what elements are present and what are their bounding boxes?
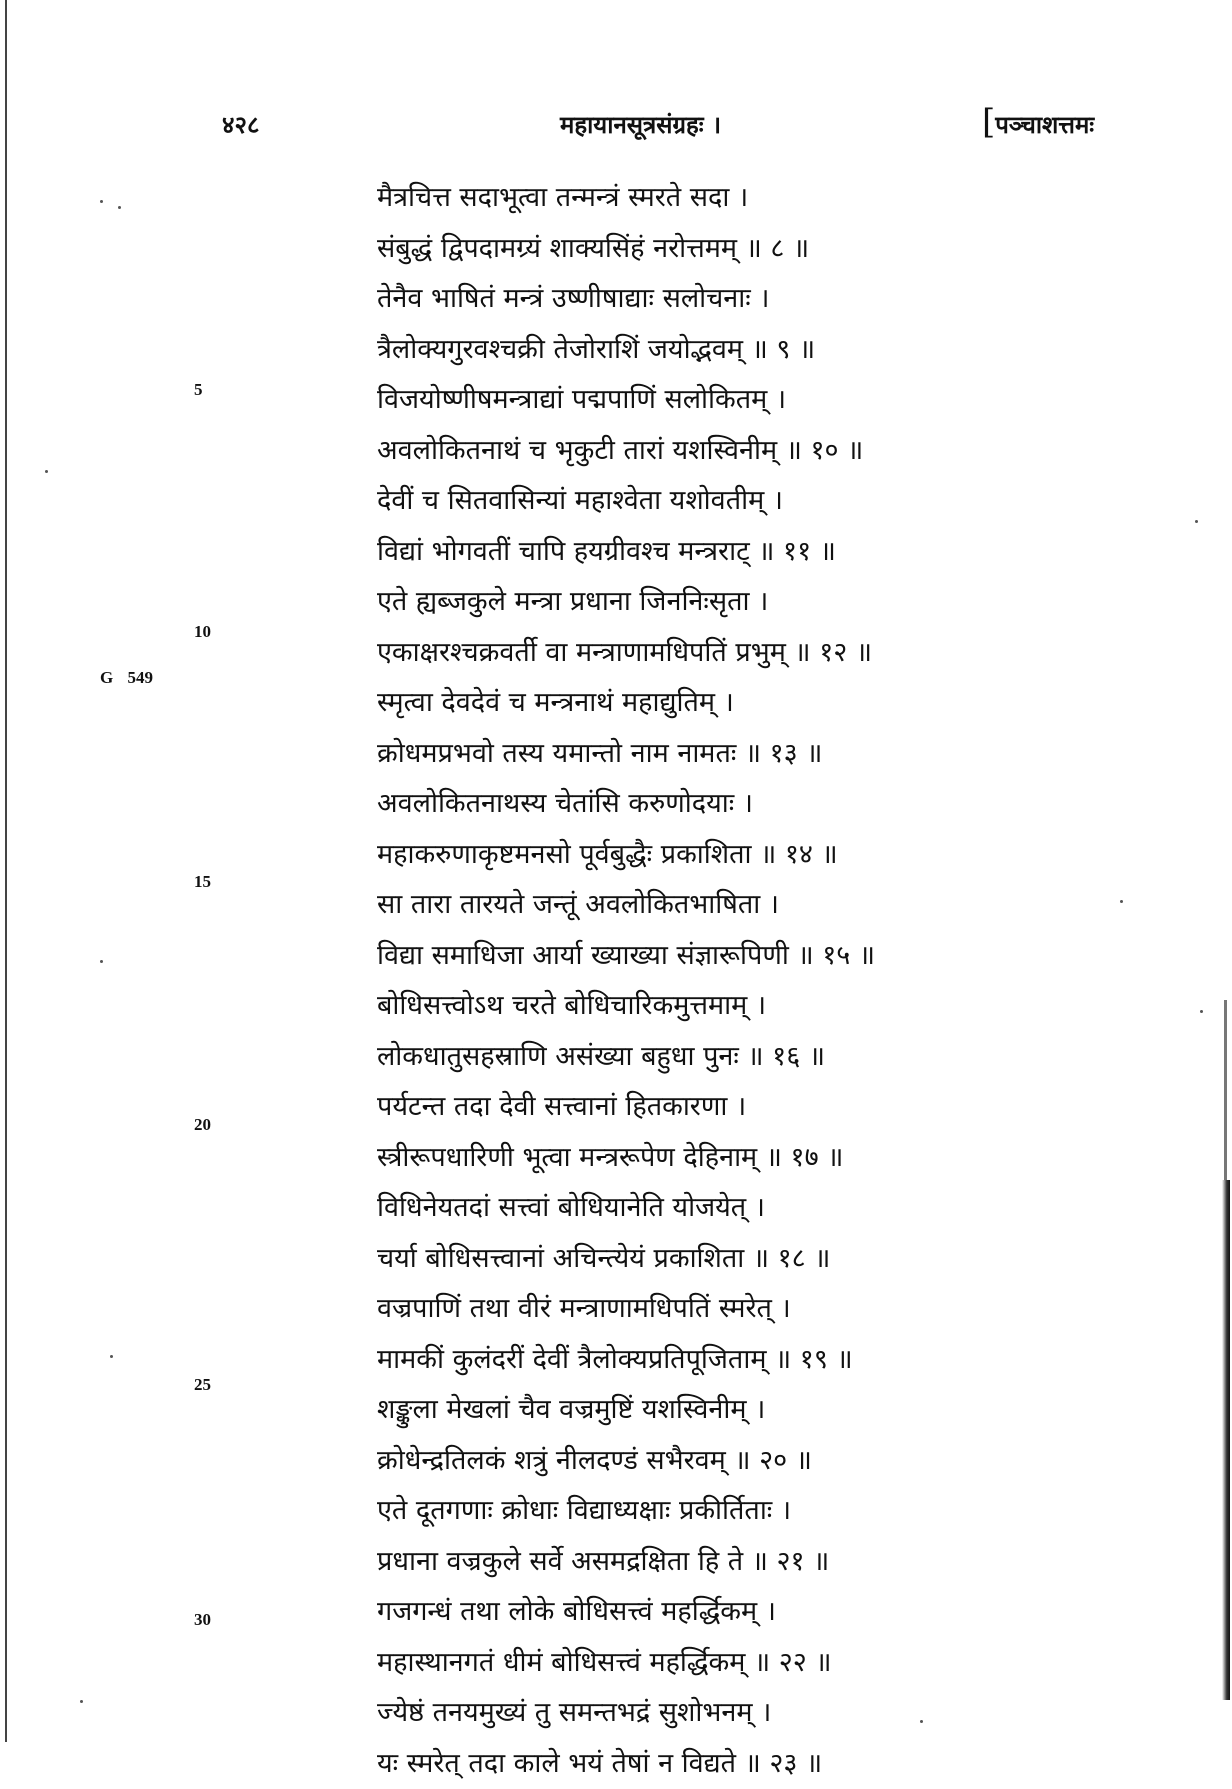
verse-line: संबुद्धं द्विपदामग्र्यं शाक्यसिंहं नरोत्तमम् ॥ ८ ॥ — [377, 224, 977, 275]
scan-speck — [100, 960, 103, 963]
scan-right-edge-upper — [1224, 1000, 1227, 1180]
scan-left-edge — [5, 0, 7, 1742]
scan-speck — [110, 1355, 113, 1358]
line-number: 30 — [194, 1610, 211, 1630]
verse-line: प्रधाना वज्रकुले सर्वे असमद्रक्षिता हि ते ॥ २१ ॥ — [377, 1537, 977, 1588]
scan-speck — [1195, 520, 1198, 523]
verse-line: यः स्मरेत् तदा काले भयं तेषां न विद्यते ॥ २३ ॥ — [377, 1739, 977, 1789]
verse-line: स्मृत्वा देवदेवं च मन्त्रनाथं महाद्युतिम् । — [377, 678, 977, 729]
line-number: 20 — [194, 1115, 211, 1135]
verse-line: अवलोकितनाथं च भृकुटी तारां यशस्विनीम् ॥ १० ॥ — [377, 426, 977, 477]
verse-line: अवलोकितनाथस्य चेतांसि करुणोदयाः । — [377, 779, 977, 830]
verse-line: एते ह्यब्जकुले मन्त्रा प्रधाना जिननिःसृता । — [377, 577, 977, 628]
scan-speck — [100, 200, 103, 203]
scan-speck — [118, 206, 121, 209]
verse-line: एकाक्षरश्चक्रवर्ती वा मन्त्राणामधिपतिं प्रभुम् ॥ १२ ॥ — [377, 628, 977, 679]
verse-line: बोधिसत्त्वोऽथ चरते बोधिचारिकमुत्तमाम् । — [377, 981, 977, 1032]
verse-line: चर्या बोधिसत्त्वानां अचिन्त्येयं प्रकाशिता ॥ १८ ॥ — [377, 1234, 977, 1285]
verse-line: पर्यटन्त तदा देवी सत्त्वानां हितकारणा । — [377, 1082, 977, 1133]
verse-line: स्त्रीरूपधारिणी भूत्वा मन्त्ररूपेण देहिनाम् ॥ १७ ॥ — [377, 1133, 977, 1184]
verse-line: त्रैलोक्यगुरवश्चक्री तेजोराशिं जयोद्भवम् ॥ ९ ॥ — [377, 325, 977, 376]
verse-line: सा तारा तारयते जन्तूं अवलोकितभाषिता । — [377, 880, 977, 931]
verse-block — [377, 173, 977, 1789]
verse-line: क्रोधेन्द्रतिलकं शत्रुं नीलदण्डं सभैरवम् ॥ २० ॥ — [377, 1436, 977, 1487]
running-title: महायानसूत्रसंग्रहः । — [560, 108, 721, 141]
verse-line: ज्येष्ठं तनयमुख्यं तु समन्तभद्रं सुशोभनम् । — [377, 1688, 977, 1739]
section-heading — [982, 102, 1094, 142]
verse-line: महास्थानगतं धीमं बोधिसत्त्वं महर्द्धिकम् ॥ २२ ॥ — [377, 1638, 977, 1689]
page-header — [0, 108, 1232, 148]
verse-line: वज्रपाणिं तथा वीरं मन्त्राणामधिपतिं स्मरेत् । — [377, 1284, 977, 1335]
verse-line: लोकधातुसहस्राणि असंख्या बहुधा पुनः ॥ १६ ॥ — [377, 1032, 977, 1083]
verse-line: शङ्कुला मेखलां चैव वज्रमुष्टिं यशस्विनीम् । — [377, 1385, 977, 1436]
scan-speck — [80, 1700, 83, 1703]
verse-line: गजगन्धं तथा लोके बोधिसत्त्वं महर्द्धिकम् । — [377, 1587, 977, 1638]
scan-speck — [45, 470, 48, 473]
verse-line: मामकीं कुलंदरीं देवीं त्रैलोक्यप्रतिपूजिताम् ॥ १९ ॥ — [377, 1335, 977, 1386]
scan-right-edge-shadow — [1222, 1180, 1230, 1700]
scan-speck — [1200, 1010, 1203, 1013]
verse-line: विजयोष्णीषमन्त्राद्यां पद्मपाणिं सलोकितम् । — [377, 375, 977, 426]
line-number: 5 — [194, 380, 203, 400]
verse-line: क्रोधमप्रभवो तस्य यमान्तो नाम नामतः ॥ १३ ॥ — [377, 729, 977, 780]
line-number: 25 — [194, 1375, 211, 1395]
verse-line: मैत्रचित्त सदाभूत्वा तन्मन्त्रं स्मरते सदा । — [377, 173, 977, 224]
verse-line: विधिनेयतदां सत्त्वां बोधियानेति योजयेत् । — [377, 1183, 977, 1234]
line-number: 15 — [194, 872, 211, 892]
scan-speck — [1120, 900, 1123, 903]
page-number: ४२८ — [222, 108, 259, 141]
margin-reference: G 549 — [100, 668, 153, 688]
verse-line: विद्यां भोगवतीं चापि हयग्रीवश्च मन्त्रराट् ॥ ११ ॥ — [377, 527, 977, 578]
section-bracket: [ — [982, 102, 995, 142]
verse-line: देवीं च सितवासिन्यां महाश्वेता यशोवतीम् । — [377, 476, 977, 527]
verse-line: एते दूतगणाः क्रोधाः विद्याध्यक्षाः प्रकीर्तिताः । — [377, 1486, 977, 1537]
verse-line: महाकरुणाकृष्टमनसो पूर्वबुद्धैः प्रकाशिता ॥ १४ ॥ — [377, 830, 977, 881]
section-title: पञ्चाशत्तमः — [995, 110, 1094, 139]
line-number: 10 — [194, 622, 211, 642]
verse-line: तेनैव भाषितं मन्त्रं उष्णीषाद्याः सलोचनाः । — [377, 274, 977, 325]
verse-line: विद्या समाधिजा आर्या ख्याख्या संज्ञारूपिणी ॥ १५ ॥ — [377, 931, 977, 982]
